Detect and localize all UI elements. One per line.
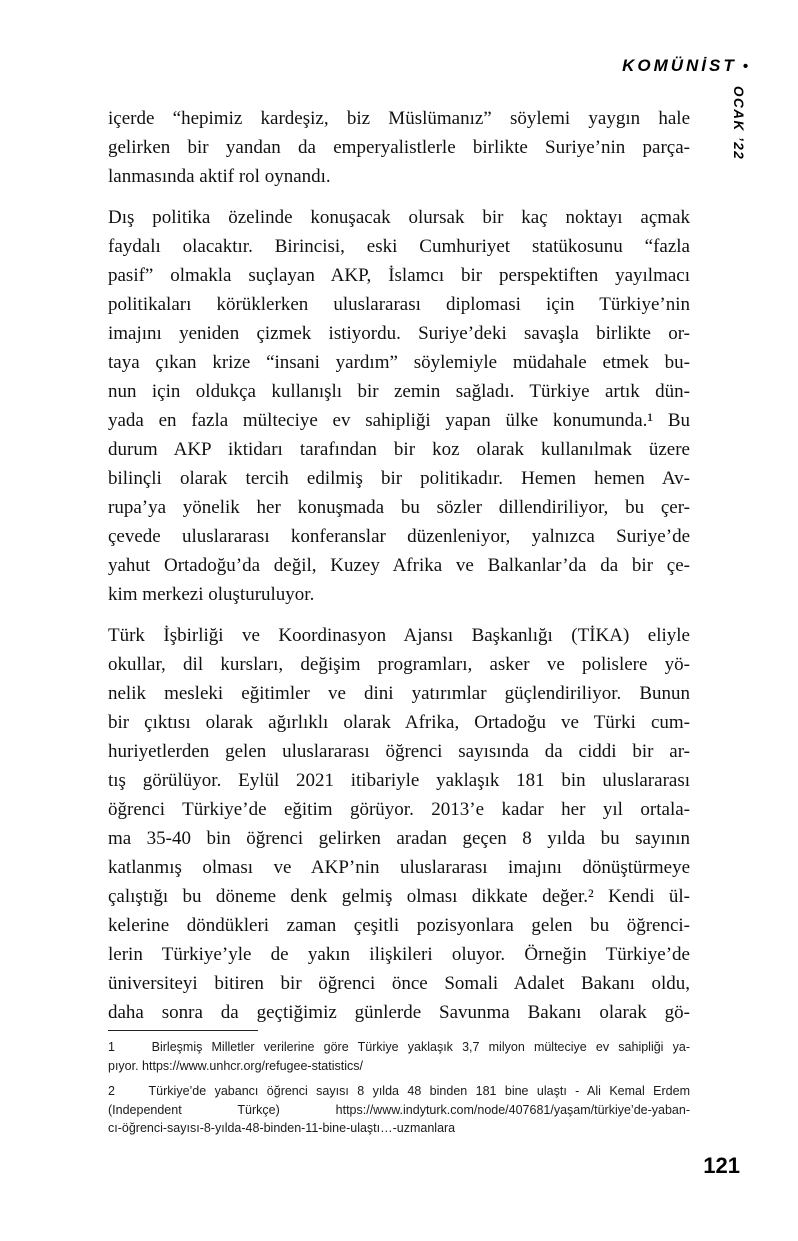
text-line: içerde “hepimiz kardeşiz, biz Müslümanız” söylemi yaygın hale	[108, 108, 690, 129]
text-line: yada en fazla mülteciye ev sahipliği yapan ülke konumunda.¹ Bu	[108, 410, 690, 431]
paragraph	[108, 203, 690, 609]
paragraph	[108, 621, 690, 1027]
footnote-separator	[108, 1030, 258, 1031]
text-line: 2 Türkiye’de yabancı öğrenci sayısı 8 yılda 48 binden 181 bine ulaştı - Ali Kemal Erdem	[108, 1084, 690, 1098]
text-line: kim merkezi oluşturuluyor.	[108, 584, 315, 605]
footnotes-list	[108, 1038, 690, 1138]
text-line: pıyor. https://www.unhcr.org/refugee-statistics/	[108, 1058, 363, 1073]
text-line: lerin Türkiye’yle de yakın ilişkileri oluyor. Örneğin Türkiye’de	[108, 944, 690, 965]
header-bullet-icon: •	[742, 58, 748, 75]
text-line: 1 Birleşmiş Milletler verilerine göre Türkiye yaklaşık 3,7 milyon mülteciye ev sahipliği ya-	[108, 1040, 690, 1054]
text-line: daha sonra da geçtiğimiz günlerde Savunma Bakanı olarak gö-	[108, 1002, 690, 1023]
text-line: politikaları körüklerken uluslararası diplomasi için Türkiye’nin	[108, 294, 690, 315]
text-line: tış görülüyor. Eylül 2021 itibariyle yaklaşık 181 bin uluslararası	[108, 770, 690, 791]
text-line: pasif” olmakla suçlayan AKP, İslamcı bir perspektiften yayılmacı	[108, 265, 690, 286]
text-line: faydalı olacaktır. Birincisi, eski Cumhuriyet statükosunu “fazla	[108, 236, 690, 257]
text-line: rupa’ya yönelik her konuşmada bu sözler dillendiriliyor, bu çer-	[108, 497, 690, 518]
text-line: huriyetlerden gelen uluslararası öğrenci sayısında da ciddi bir ar-	[108, 741, 690, 762]
text-line: bir çıktısı olarak ağırlıklı olarak Afrika, Ortadoğu ve Türki cum-	[108, 712, 690, 733]
text-line: gelirken bir yandan da emperyalistlerle birlikte Suriye’nin parça-	[108, 137, 690, 158]
text-line: bilinçli olarak tercih edilmiş bir politikadır. Hemen hemen Av-	[108, 468, 690, 489]
page-number: 121	[703, 1153, 740, 1178]
paragraph	[108, 104, 690, 191]
footnote-1	[108, 1038, 690, 1075]
text-line: ma 35-40 bin öğrenci gelirken aradan geçen 8 yılda bu sayının	[108, 828, 690, 849]
text-line: çalıştığı bu döneme denk gelmiş olması dikkate değer.² Kendi ül-	[108, 886, 690, 907]
text-line: Dış politika özelinde konuşacak olursak bir kaç noktayı açmak	[108, 207, 690, 228]
text-line: (Independent Türkçe) https://www.indyturk.com/node/407681/yaşam/türkiye’de-yaban-	[108, 1102, 690, 1117]
journal-header	[622, 56, 748, 76]
text-line: durum AKP iktidarı tarafından bir koz olarak kullanılmak üzere	[108, 439, 690, 460]
text-line: üniversiteyi bitiren bir öğrenci önce Somali Adalet Bakanı oldu,	[108, 973, 690, 994]
text-line: öğrenci Türkiye’de eğitim görüyor. 2013’e kadar her yıl ortala-	[108, 799, 690, 820]
text-line: nelik mesleki eğitimler ve dini yatırımlar güçlendiriliyor. Bunun	[108, 683, 690, 704]
text-line: kelerine döndükleri zaman çeşitli pozisyonlara gelen bu öğrenci-	[108, 915, 690, 936]
text-line: Türk İşbirliği ve Koordinasyon Ajansı Başkanlığı (TİKA) eliyle	[108, 625, 690, 646]
text-line: lanmasında aktif rol oynandı.	[108, 166, 331, 187]
journal-title: KOMÜNİST	[622, 56, 737, 75]
body-text	[108, 104, 690, 1027]
text-line: nun için oldukça kullanışlı bir zemin sağladı. Türkiye artık dün-	[108, 381, 690, 402]
text-line: okullar, dil kursları, değişim programları, asker ve polislere yö-	[108, 654, 690, 675]
text-line: cı-öğrenci-sayısı-8-yılda-48-binden-11-bine-ulaştı…-uzmanlara	[108, 1121, 456, 1135]
text-line: katlanmış olması ve AKP’nin uluslararası imajını dönüştürmeye	[108, 857, 690, 878]
footnote-2	[108, 1082, 690, 1138]
issue-date-vertical: OCAK ’22	[731, 86, 746, 161]
text-line: imajını yeniden çizmek istiyordu. Suriye’deki savaşla birlikte or-	[108, 323, 690, 344]
text-line: yahut Ortadoğu’da değil, Kuzey Afrika ve Balkanlar’da da bir çe-	[108, 555, 690, 576]
text-line: taya çıkan krize “insani yardım” söylemiyle müdahale etmek bu-	[108, 352, 690, 373]
text-line: çevede uluslararası konferanslar düzenleniyor, yalnızca Suriye’de	[108, 526, 690, 547]
